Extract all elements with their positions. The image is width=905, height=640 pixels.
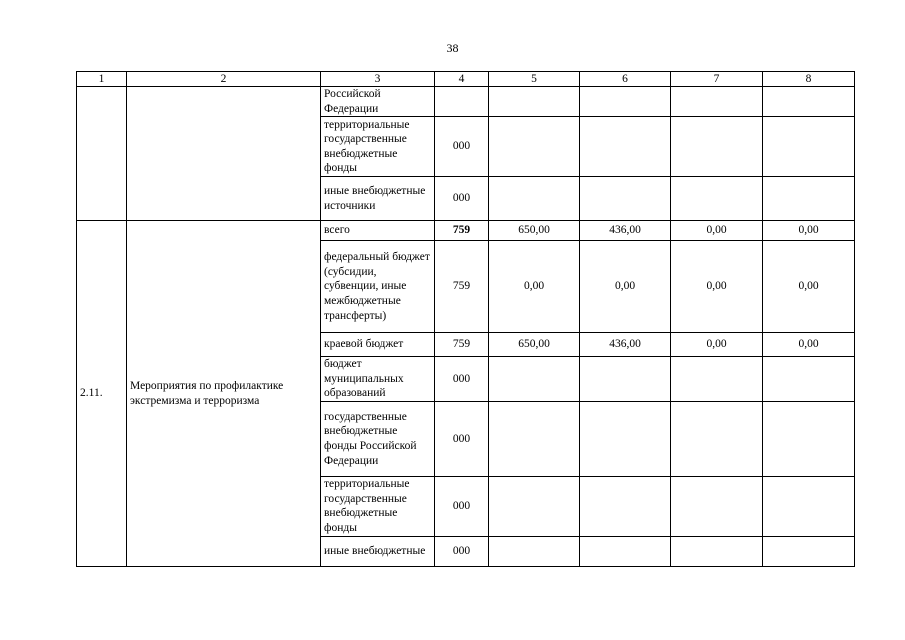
header-cell-3: 3 — [321, 72, 435, 87]
table-row — [77, 221, 855, 241]
empty-title-cell — [127, 87, 321, 221]
header-cell-6: 6 — [580, 72, 671, 87]
value-cell — [763, 476, 855, 536]
budget-table — [76, 71, 855, 567]
source-cell: бюджет муниципальных образований — [321, 357, 435, 402]
source-cell: территориальные государственные внебюджетные фонды — [321, 476, 435, 536]
code-cell: 000 — [435, 177, 489, 221]
value-cell — [489, 357, 580, 402]
value-cell: 0,00 — [671, 333, 763, 357]
value-cell — [671, 177, 763, 221]
value-cell — [671, 476, 763, 536]
value-cell — [580, 117, 671, 177]
value-cell — [580, 476, 671, 536]
source-cell: всего — [321, 221, 435, 241]
value-cell: 0,00 — [671, 221, 763, 241]
code-cell: 759 — [435, 221, 489, 241]
value-cell — [671, 117, 763, 177]
value-cell — [763, 357, 855, 402]
value-cell — [489, 401, 580, 476]
value-cell: 436,00 — [580, 221, 671, 241]
source-cell: государственные внебюджетные фонды Российской Федерации — [321, 401, 435, 476]
value-cell — [580, 401, 671, 476]
value-cell — [671, 357, 763, 402]
value-cell: 0,00 — [671, 241, 763, 333]
value-cell: 0,00 — [763, 333, 855, 357]
code-cell: 000 — [435, 401, 489, 476]
value-cell: 0,00 — [580, 241, 671, 333]
value-cell: 0,00 — [763, 241, 855, 333]
value-cell — [763, 401, 855, 476]
value-cell — [580, 536, 671, 566]
value-cell: 650,00 — [489, 333, 580, 357]
code-cell: 000 — [435, 536, 489, 566]
header-cell-8: 8 — [763, 72, 855, 87]
value-cell — [763, 117, 855, 177]
header-cell-1: 1 — [77, 72, 127, 87]
code-cell: 000 — [435, 117, 489, 177]
value-cell — [489, 177, 580, 221]
value-cell: 436,00 — [580, 333, 671, 357]
source-cell: федеральный бюджет (субсидии, субвенции, иные межбюджетные трансферты) — [321, 241, 435, 333]
value-cell — [580, 177, 671, 221]
code-cell: 000 — [435, 357, 489, 402]
value-cell — [580, 87, 671, 117]
table-row — [77, 87, 855, 117]
header-cell-7: 7 — [671, 72, 763, 87]
source-cell: краевой бюджет — [321, 333, 435, 357]
code-cell: 000 — [435, 476, 489, 536]
value-cell — [763, 87, 855, 117]
value-cell — [671, 536, 763, 566]
value-cell — [489, 476, 580, 536]
header-cell-2: 2 — [127, 72, 321, 87]
value-cell — [763, 177, 855, 221]
page-number: 38 — [446, 41, 459, 55]
header-row — [77, 72, 855, 87]
code-cell — [435, 87, 489, 117]
item-title: Мероприятия по профилактике экстремизма и терроризма — [127, 221, 321, 567]
source-cell: Российской Федерации — [321, 87, 435, 117]
source-cell: территориальные государственные внебюджетные фонды — [321, 117, 435, 177]
header-cell-4: 4 — [435, 72, 489, 87]
value-cell — [671, 87, 763, 117]
empty-number-cell — [77, 87, 127, 221]
value-cell: 0,00 — [489, 241, 580, 333]
value-cell — [489, 536, 580, 566]
value-cell — [489, 87, 580, 117]
item-number: 2.11. — [77, 221, 127, 567]
value-cell — [489, 117, 580, 177]
header-cell-5: 5 — [489, 72, 580, 87]
value-cell: 650,00 — [489, 221, 580, 241]
value-cell — [671, 401, 763, 476]
code-cell: 759 — [435, 241, 489, 333]
source-cell: иные внебюджетные — [321, 536, 435, 566]
code-cell: 759 — [435, 333, 489, 357]
source-cell: иные внебюджетные источники — [321, 177, 435, 221]
value-cell — [763, 536, 855, 566]
value-cell — [580, 357, 671, 402]
value-cell: 0,00 — [763, 221, 855, 241]
